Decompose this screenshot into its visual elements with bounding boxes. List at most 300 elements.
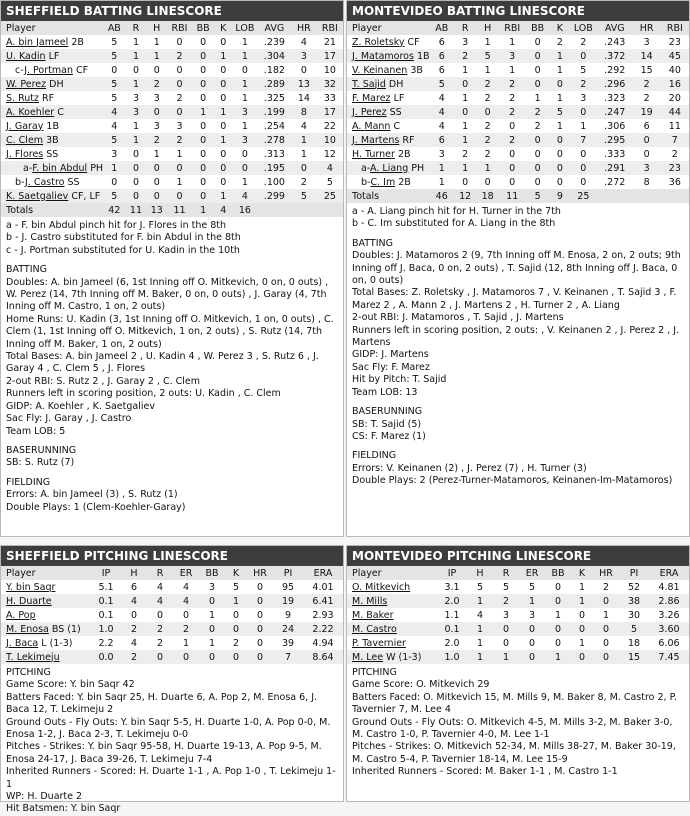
- table-row: [347, 161, 689, 175]
- column-header: AB: [103, 21, 126, 35]
- player-position: LF: [48, 50, 60, 62]
- stat-cell: [597, 189, 633, 203]
- stat-cell: 2.2: [98, 637, 114, 649]
- stat-cell: 1: [438, 176, 445, 188]
- column-header: BB: [199, 566, 225, 580]
- stat-cell: 2: [484, 148, 491, 160]
- player-link[interactable]: T. Sajid: [352, 78, 386, 90]
- stat-cell: 2: [173, 622, 199, 636]
- player-link[interactable]: J. Portman: [24, 64, 73, 76]
- stat-cell: 0: [554, 581, 562, 593]
- stat-cell: 3: [232, 105, 258, 119]
- stat-cell: 4.81: [658, 581, 680, 593]
- stat-cell: 0: [146, 189, 167, 203]
- section-header: BASERUNNING: [6, 444, 77, 456]
- stat-cell: 0: [214, 77, 232, 91]
- player-position: 3B: [46, 134, 59, 146]
- column-header: IP: [91, 566, 121, 580]
- stat-cell: 1: [132, 120, 139, 132]
- player-cell: [347, 105, 430, 119]
- table-row: [347, 133, 689, 147]
- stat-cell: 1: [153, 36, 160, 48]
- stat-cell: 2: [121, 622, 147, 636]
- batting-stat-line: GIDP: A. Koehler , K. Saetgaliev: [6, 400, 155, 412]
- player-link[interactable]: H. Turner: [352, 148, 395, 160]
- stat-cell: 0: [247, 594, 273, 608]
- panel-title: MONTEVIDEO PITCHING LINESCORE: [347, 546, 689, 566]
- batting-stat-line: 2-out RBI: J. Matamoros , T. Sajid , J. Martens: [352, 312, 564, 324]
- stat-cell: 0.1: [98, 609, 114, 621]
- player-cell: [347, 580, 437, 594]
- batting-stat-line: Doubles: J. Matamoros 2 (9, 7th Inning off M. Enosa, 2 on, 2 outs; 9th Inning off J. Baca, 0 on, 2 outs) , T. Sajid (12, 8th Inning off J. Baca, 0 on, 0 outs): [352, 250, 681, 287]
- table-row: [1, 119, 343, 133]
- stat-cell: 5: [528, 581, 536, 593]
- stat-cell: .289: [258, 77, 291, 91]
- stat-cell: .239: [263, 36, 285, 48]
- player-link[interactable]: J. Castro: [25, 176, 65, 188]
- stat-cell: [661, 189, 689, 203]
- stat-cell: 25: [317, 189, 343, 203]
- player-link[interactable]: J. Baca: [6, 637, 39, 649]
- stat-cell: 2: [121, 650, 147, 664]
- stat-cell: 1: [291, 133, 317, 147]
- player-link[interactable]: Y. bin Saqr: [6, 581, 56, 593]
- stat-cell: 0: [182, 609, 190, 621]
- column-header: R: [126, 21, 147, 35]
- stat-cell: 1: [509, 36, 516, 48]
- stat-cell: 5: [232, 581, 240, 593]
- player-cell: [1, 49, 103, 63]
- section-header: PITCHING: [352, 667, 397, 678]
- stat-cell: 3.26: [658, 609, 680, 621]
- player-cell: [1, 650, 91, 664]
- stat-cell: 0: [519, 650, 545, 664]
- column-header: HR: [633, 21, 661, 35]
- stat-cell: 2.0: [437, 594, 467, 608]
- stat-cell: 2: [462, 148, 469, 160]
- column-header: PI: [273, 566, 303, 580]
- column-header: RBI: [499, 21, 526, 35]
- stat-cell: 0: [509, 176, 516, 188]
- player-position: 2B: [398, 176, 411, 188]
- stat-cell: 0: [525, 133, 549, 147]
- stat-cell: 2: [167, 133, 192, 147]
- stat-cell: 3: [126, 105, 147, 119]
- table-header-row: [1, 21, 343, 35]
- player-link[interactable]: M. Mills: [352, 595, 388, 607]
- player-cell: [1, 105, 103, 119]
- stat-cell: 1: [550, 49, 570, 63]
- player-link[interactable]: P. Tavernier: [352, 637, 406, 649]
- stat-cell: 5: [291, 189, 317, 203]
- substitution-note: b - C. Im substituted for A. Liang in the 8th: [352, 218, 556, 230]
- stat-cell: 1: [580, 120, 587, 132]
- player-link[interactable]: Z. Roletsky: [352, 36, 405, 48]
- stat-cell: 0: [578, 609, 586, 621]
- table-row: [347, 580, 689, 594]
- table-header-row: [347, 566, 689, 580]
- stat-cell: 0: [192, 49, 215, 63]
- stat-cell: .325: [263, 92, 285, 104]
- stat-cell: 1: [462, 64, 469, 76]
- stat-cell: 0: [570, 49, 597, 63]
- player-link[interactable]: A. bin Jameel: [6, 36, 69, 48]
- stat-cell: 4: [232, 189, 258, 203]
- stat-cell: 0: [156, 609, 164, 621]
- section-header: PITCHING: [6, 667, 51, 678]
- stat-cell: 0: [502, 637, 510, 649]
- batting-notes: [347, 203, 689, 488]
- table-row: [347, 63, 689, 77]
- stat-cell: 3: [153, 92, 160, 104]
- decision-label: BS (1): [48, 623, 81, 635]
- stat-cell: 0: [199, 622, 225, 636]
- substitution-note: a - A. Liang pinch hit for H. Turner in the 7th: [352, 206, 561, 217]
- stat-cell: 0: [220, 36, 227, 48]
- stat-cell: 6: [430, 133, 454, 147]
- player-link[interactable]: M. Lee: [352, 651, 384, 663]
- stat-cell: 0: [199, 594, 225, 608]
- player-link[interactable]: M. Enosa: [6, 623, 49, 635]
- panel-title: MONTEVIDEO BATTING LINESCORE: [347, 1, 689, 21]
- stat-cell: 8: [291, 105, 317, 119]
- player-cell: [347, 35, 430, 49]
- stat-cell: 17: [317, 49, 343, 63]
- stat-cell: 5: [580, 64, 587, 76]
- stat-cell: .323: [604, 92, 626, 104]
- stat-cell: 0: [509, 120, 516, 132]
- player-link[interactable]: T. Lekimeju: [6, 651, 60, 663]
- table-row: [347, 49, 689, 63]
- column-header: HR: [247, 566, 273, 580]
- player-link[interactable]: W. Perez: [6, 78, 47, 90]
- stat-cell: .304: [258, 49, 291, 63]
- stat-cell: 0: [256, 637, 264, 649]
- stat-cell: 0: [220, 176, 227, 188]
- stat-cell: 1: [176, 176, 183, 188]
- stat-cell: 2: [633, 77, 661, 91]
- stat-cell: 1: [126, 77, 147, 91]
- sub-prefix: c-: [15, 64, 25, 76]
- table-row: [1, 650, 343, 664]
- player-link[interactable]: A. Pop: [6, 609, 36, 621]
- stat-cell: 5: [502, 581, 510, 593]
- stat-cell: 0: [176, 36, 183, 48]
- stat-cell: 1: [208, 609, 216, 621]
- stat-cell: 0: [509, 148, 516, 160]
- column-header: BB: [545, 566, 571, 580]
- stat-cell: 0: [192, 77, 215, 91]
- stat-cell: 19: [273, 594, 303, 608]
- column-header: AB: [430, 21, 454, 35]
- batting-stat-line: Total Bases: A. bin Jameel 2 , U. Kadin 4 , W. Perez 3 , S. Rutz 6 , J. Garay 4 , C. Clem 5 , J. Flores: [6, 351, 319, 375]
- section-header: FIELDING: [6, 476, 51, 488]
- stat-cell: .195: [258, 161, 291, 175]
- stat-cell: 6: [430, 49, 454, 63]
- stat-cell: 7: [661, 133, 689, 147]
- player-position: SS: [46, 148, 59, 160]
- stat-cell: 3: [208, 581, 216, 593]
- player-cell: [347, 161, 430, 175]
- stat-cell: 45: [661, 49, 689, 63]
- stat-cell: 4: [147, 594, 173, 608]
- stat-cell: 0: [167, 105, 192, 119]
- stat-cell: 25: [570, 189, 597, 203]
- stat-cell: 2.86: [649, 594, 689, 608]
- stat-cell: 0: [247, 622, 273, 636]
- stat-cell: 1: [556, 64, 563, 76]
- stat-cell: 11: [668, 120, 681, 132]
- stat-cell: 0: [454, 105, 477, 119]
- table-row: [347, 35, 689, 49]
- stat-cell: [633, 189, 661, 203]
- player-link[interactable]: J. Martens: [352, 134, 400, 146]
- stat-cell: [258, 203, 291, 217]
- player-cell: [347, 91, 430, 105]
- sheffield-pitching-panel: [0, 545, 344, 815]
- column-header: R: [147, 566, 173, 580]
- stat-cell: 3: [232, 133, 258, 147]
- stat-cell: 2: [156, 637, 164, 649]
- player-link[interactable]: J. Perez: [352, 106, 387, 118]
- stat-cell: 1.0: [91, 622, 121, 636]
- stat-cell: 0.1: [437, 622, 467, 636]
- stat-cell: 1: [176, 148, 183, 160]
- stat-cell: 1: [214, 49, 232, 63]
- player-link[interactable]: H. Duarte: [6, 595, 52, 607]
- panel-title: SHEFFIELD BATTING LINESCORE: [1, 1, 343, 21]
- player-link[interactable]: C. Im: [370, 176, 396, 188]
- stat-cell: 0: [499, 161, 526, 175]
- stat-cell: 4: [438, 120, 445, 132]
- stat-cell: 44: [661, 105, 689, 119]
- stat-cell: 1: [467, 622, 493, 636]
- player-link[interactable]: U. Kadin: [6, 50, 46, 62]
- fielding-stat-line: Errors: V. Keinanen (2) , J. Perez (7) , H. Turner (3): [352, 462, 587, 474]
- stat-cell: 1: [467, 650, 493, 664]
- fielding-stat-line: Double Plays: 1 (Clem-Koehler-Garay): [6, 501, 186, 513]
- stat-cell: 0: [454, 77, 477, 91]
- stat-cell: 6.41: [303, 594, 343, 608]
- stat-cell: 0: [593, 594, 619, 608]
- stat-cell: 0: [146, 161, 167, 175]
- player-cell: [347, 622, 437, 636]
- table-row: [1, 105, 343, 119]
- stat-cell: 1: [454, 161, 477, 175]
- stat-cell: 0.1: [91, 594, 121, 608]
- player-link[interactable]: A. Koehler: [6, 106, 55, 118]
- table-header-row: [347, 21, 689, 35]
- stat-cell: 7: [273, 650, 303, 664]
- pitching-stat-line: Hit Batsmen: Y. bin Saqr: [6, 803, 121, 815]
- column-header: R: [454, 21, 477, 35]
- player-link[interactable]: M. Castro: [352, 623, 397, 635]
- column-header: AVG: [597, 21, 633, 35]
- player-link[interactable]: A. Liang: [370, 162, 409, 174]
- stat-cell: 1: [554, 609, 562, 621]
- player-position: DH: [49, 78, 64, 90]
- table-row: [1, 77, 343, 91]
- stat-cell: 0: [167, 189, 192, 203]
- table-row: [347, 77, 689, 91]
- player-link[interactable]: V. Keinanen: [352, 64, 408, 76]
- player-link[interactable]: J. Garay: [6, 120, 44, 132]
- stat-cell: 3: [499, 49, 526, 63]
- stat-cell: 0: [525, 161, 549, 175]
- stat-cell: 0: [256, 581, 264, 593]
- montevideo-batting-panel: [346, 0, 690, 537]
- stat-cell: 2.22: [303, 622, 343, 636]
- stat-cell: .182: [263, 64, 285, 76]
- column-header: RBI: [661, 21, 689, 35]
- stat-cell: [291, 203, 317, 217]
- stat-cell: 1: [556, 120, 563, 132]
- stat-cell: 12: [323, 148, 336, 160]
- player-link[interactable]: S. Rutz: [6, 92, 39, 104]
- stat-cell: 4.94: [312, 637, 334, 649]
- stat-cell: 20: [668, 92, 681, 104]
- player-link[interactable]: A. Mann: [352, 120, 391, 132]
- sub-prefix: b-: [15, 176, 25, 188]
- stat-cell: 0: [580, 176, 587, 188]
- stat-cell: 1: [182, 637, 190, 649]
- stat-cell: 5: [103, 133, 126, 147]
- stat-cell: 8.64: [303, 650, 343, 664]
- table-row: [1, 175, 343, 189]
- stat-cell: 5: [525, 189, 549, 203]
- stat-cell: 0: [550, 77, 570, 91]
- pitching-stat-line: Batters Faced: Y. bin Saqr 25, H. Duarte 6, A. Pop 2, M. Enosa 6, J. Baca 12, T. Lekimeju 2: [6, 691, 318, 716]
- batting-stat-line: Runners left in scoring position, 2 outs: , V. Keinanen 2 , J. Perez 2 , J. Martens: [352, 324, 680, 349]
- stat-cell: .100: [263, 176, 285, 188]
- stat-cell: 18: [476, 189, 499, 203]
- player-cell: [347, 650, 437, 664]
- player-link[interactable]: C. Clem: [6, 134, 44, 146]
- player-link[interactable]: M. Baker: [352, 609, 394, 621]
- stat-cell: 2: [146, 133, 167, 147]
- player-link[interactable]: F. Marez: [352, 92, 391, 104]
- stat-cell: 0: [534, 64, 541, 76]
- player-position: 3B: [410, 64, 423, 76]
- stat-cell: 21: [323, 36, 336, 48]
- substitution-note: b - J. Castro substituted for F. bin Abdul in the 8th: [6, 232, 241, 244]
- player-cell: [1, 133, 103, 147]
- stat-cell: 33: [323, 92, 336, 104]
- stat-cell: .296: [597, 77, 633, 91]
- decision-label: L (1-3): [38, 637, 73, 649]
- stat-cell: .243: [604, 36, 626, 48]
- player-link[interactable]: J. Matamoros: [352, 50, 414, 62]
- stat-cell: 4: [121, 594, 147, 608]
- table-row: [347, 636, 689, 650]
- player-cell: [1, 636, 91, 650]
- totals-row: [347, 189, 689, 203]
- stat-cell: 42: [103, 203, 126, 217]
- stat-cell: 2: [167, 49, 192, 63]
- stat-cell: .292: [604, 64, 626, 76]
- stat-cell: 11: [499, 189, 526, 203]
- player-cell: [347, 594, 437, 608]
- player-link[interactable]: O. Mitkevich: [352, 581, 411, 593]
- stat-cell: 4: [173, 594, 199, 608]
- sub-prefix: a-: [23, 162, 33, 174]
- stat-cell: 46: [430, 189, 454, 203]
- stat-cell: 0: [643, 148, 650, 160]
- stat-cell: 5.1: [98, 581, 114, 593]
- stat-cell: 4: [476, 609, 484, 621]
- stat-cell: 1: [146, 49, 167, 63]
- stat-cell: 0: [220, 148, 227, 160]
- section-header: BASERUNNING: [352, 406, 423, 418]
- player-cell: [347, 77, 430, 91]
- stat-cell: 9: [284, 609, 292, 621]
- stat-cell: 0: [200, 92, 207, 104]
- stat-cell: 16: [232, 203, 258, 217]
- player-position: CF: [407, 36, 420, 48]
- player-position: SS: [389, 106, 402, 118]
- stat-cell: 0: [111, 64, 118, 76]
- fielding-stat-line: Double Plays: 2 (Perez-Turner-Matamoros, Keinanen-Im-Matamoros): [352, 475, 673, 487]
- stat-cell: 6: [438, 64, 445, 76]
- stat-cell: 0: [192, 189, 215, 203]
- player-position: C: [393, 120, 401, 132]
- stat-cell: 0: [232, 161, 258, 175]
- batting-stat-line: Doubles: A. bin Jameel (6, 1st Inning off O. Mitkevich, 0 on, 0 outs) , W. Perez (14, 7th Inning off M. Baker, 0 on, 0 outs) , J. Garay (4, 7th Inning off M. Castro, 1 on, 2 outs): [6, 276, 329, 313]
- stat-cell: 2: [493, 594, 519, 608]
- column-header: HR: [291, 21, 317, 35]
- stat-cell: 38: [619, 594, 649, 608]
- table-row: [1, 580, 343, 594]
- stat-cell: 52: [627, 581, 641, 593]
- player-link[interactable]: J. Flores: [6, 148, 44, 160]
- stat-cell: 1: [578, 637, 586, 649]
- baserunning-stat-line: SB: T. Sajid (5): [352, 418, 422, 430]
- column-header: ERA: [649, 566, 689, 580]
- stat-cell: 0: [519, 622, 545, 636]
- stat-cell: 0: [176, 64, 183, 76]
- stat-cell: 1: [126, 49, 147, 63]
- stat-cell: 4: [156, 581, 164, 593]
- player-position: PH: [90, 162, 104, 174]
- stat-cell: 2: [484, 92, 491, 104]
- stat-cell: 2: [580, 36, 587, 48]
- stat-cell: 1: [300, 148, 307, 160]
- player-link[interactable]: F. bin Abdul: [32, 162, 88, 174]
- column-header: RBI: [317, 21, 343, 35]
- stat-cell: 3: [153, 120, 160, 132]
- substitution-note: a - F. bin Abdul pinch hit for J. Flores in the 8th: [6, 220, 227, 231]
- stat-cell: 1: [430, 161, 454, 175]
- stat-cell: 1: [484, 36, 491, 48]
- player-cell: [1, 91, 103, 105]
- stat-cell: 1: [232, 77, 258, 91]
- stat-cell: 0.0: [91, 650, 121, 664]
- table-row: [1, 161, 343, 175]
- batting-stat-line: Home Runs: U. Kadin (3, 1st Inning off O. Mitkevich, 1 on, 0 outs) , C. Clem (1, 1st Inning off O. Mitkevich, 1 on, 2 outs) , S. Rutz (14, 7th Inning off M. Baker, 1 on, 2 outs): [6, 313, 334, 350]
- stat-cell: 0: [550, 161, 570, 175]
- player-link[interactable]: K. Saetgaliev: [6, 190, 69, 202]
- player-position: RF: [42, 92, 55, 104]
- stat-cell: 13: [291, 77, 317, 91]
- player-position: DH: [388, 78, 404, 90]
- stat-cell: 22: [323, 120, 336, 132]
- stat-cell: .306: [604, 120, 626, 132]
- stat-cell: 0: [200, 120, 207, 132]
- fielding-stat-line: Errors: A. bin Jameel (3) , S. Rutz (1): [6, 489, 178, 501]
- stat-cell: 4: [130, 637, 138, 649]
- stat-cell: 0: [554, 637, 562, 649]
- stat-cell: 3: [580, 92, 587, 104]
